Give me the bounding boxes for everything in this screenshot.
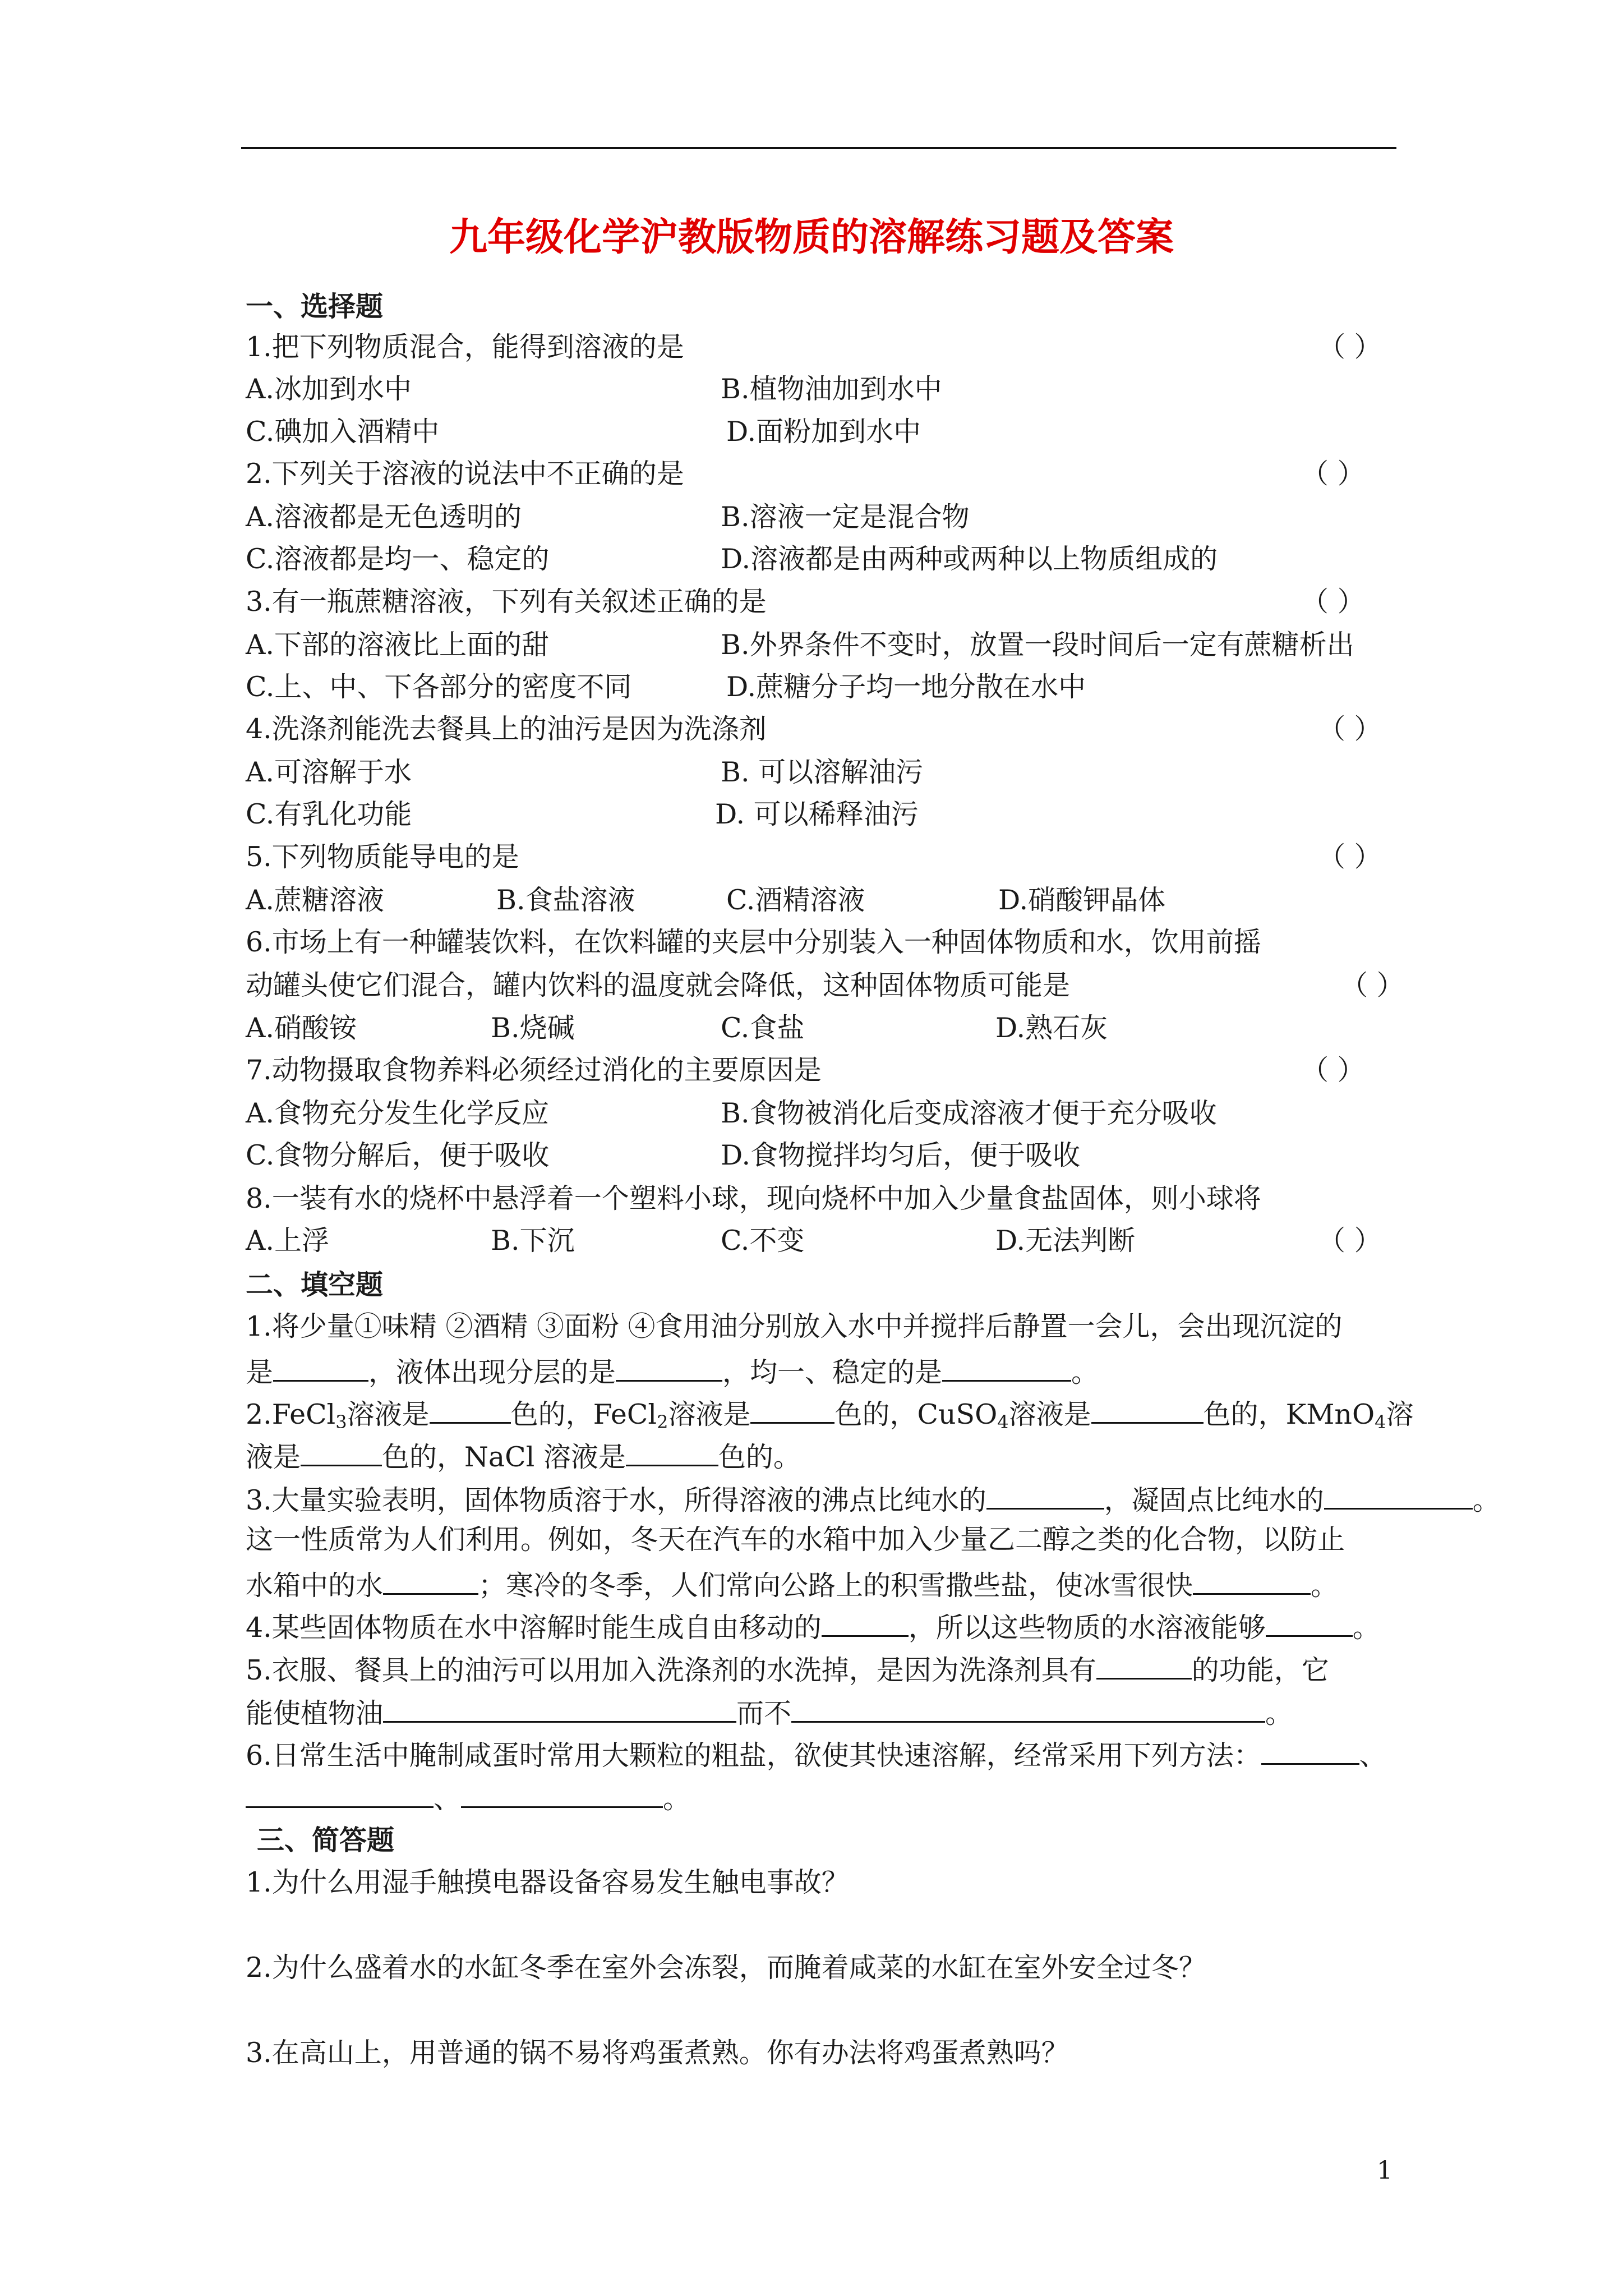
q6-stem-line1: 6.市场上有一种罐装饮料，在饮料罐的夹层中分别装入一种固体物质和水，饮用前摇 bbox=[246, 926, 1261, 958]
fill-blank bbox=[616, 1353, 722, 1382]
q2-option-a: A.溶液都是无色透明的 bbox=[246, 501, 522, 533]
q8-option-a: A.上浮 bbox=[246, 1225, 329, 1257]
q6-option-b: B.烧碱 bbox=[491, 1012, 575, 1044]
fill-blank bbox=[1266, 1608, 1353, 1637]
q2-option-d: D.溶液都是由两种或两种以上物质组成的 bbox=[721, 543, 1218, 575]
fill-blank bbox=[1091, 1395, 1204, 1424]
fill-blank bbox=[430, 1395, 511, 1424]
fill-blank bbox=[1096, 1651, 1192, 1680]
q3-option-d: D.蔗糖分子均一地分散在水中 bbox=[726, 671, 1086, 703]
q3-option-a: A.下部的溶液比上面的甜 bbox=[246, 629, 549, 661]
fill-blank bbox=[1193, 1566, 1311, 1595]
q1-option-c: C.碘加入酒精中 bbox=[246, 416, 440, 448]
fill-q6-line2: 、 。 bbox=[246, 1779, 690, 1816]
q1-answer-paren: （ ） bbox=[1318, 331, 1382, 363]
fill-q3-line2: 这一性质常为人们利用。例如，冬天在汽车的水箱中加入少量乙二醇之类的化合物，以防止 bbox=[246, 1524, 1345, 1556]
fill-blank bbox=[750, 1395, 834, 1424]
q4-answer-paren: （ ） bbox=[1318, 713, 1382, 745]
q5-option-d: D.硝酸钾晶体 bbox=[998, 884, 1166, 916]
fill-q3-line3: 水箱中的水 ；寒冷的冬季，人们常向公路上的积雪撒些盐，使冰雪很快 。 bbox=[246, 1566, 1338, 1603]
q2-stem: 2.下列关于溶液的说法中不正确的是 bbox=[246, 458, 684, 490]
section-heading-choice: 一、选择题 bbox=[246, 290, 384, 323]
q7-stem: 7.动物摄取食物养料必须经过消化的主要原因是 bbox=[246, 1054, 822, 1086]
q3-answer-paren: （ ） bbox=[1301, 586, 1365, 618]
short-q3: 3.在高山上，用普通的锅不易将鸡蛋煮熟。你有办法将鸡蛋煮熟吗？ bbox=[246, 2037, 1069, 2069]
q4-option-d: D. 可以稀释油污 bbox=[715, 798, 919, 830]
fill-blank bbox=[626, 1438, 718, 1466]
fill-blank bbox=[273, 1353, 368, 1382]
page-title: 九年级化学沪教版物质的溶解练习题及答案 bbox=[449, 215, 1174, 260]
fill-blank bbox=[1324, 1481, 1473, 1510]
section-heading-fill: 二、填空题 bbox=[246, 1268, 384, 1301]
q6-option-c: C.食盐 bbox=[721, 1012, 805, 1044]
q2-option-c: C.溶液都是均一、稳定的 bbox=[246, 543, 550, 575]
short-q2: 2.为什么盛着水的水缸冬季在室外会冻裂，而腌着咸菜的水缸在室外安全过冬？ bbox=[246, 1952, 1206, 1984]
q7-option-c: C.食物分解后，便于吸收 bbox=[246, 1139, 550, 1171]
q6-option-a: A.硝酸铵 bbox=[246, 1012, 357, 1044]
q8-option-c: C.不变 bbox=[721, 1225, 805, 1257]
q1-stem: 1.把下列物质混合，能得到溶液的是 bbox=[246, 331, 684, 363]
q3-stem: 3.有一瓶蔗糖溶液，下列有关叙述正确的是 bbox=[246, 586, 767, 618]
fill-q3-line1: 3.大量实验表明，固体物质溶于水，所得溶液的沸点比纯水的 ，凝固点比纯水的 。 bbox=[246, 1481, 1500, 1517]
q2-answer-paren: （ ） bbox=[1301, 458, 1365, 490]
fill-q4: 4.某些固体物质在水中溶解时能生成自由移动的 ，所以这些物质的水溶液能够 。 bbox=[246, 1608, 1380, 1645]
header-rule bbox=[241, 147, 1396, 149]
fill-blank bbox=[383, 1694, 736, 1723]
q8-option-d: D.无法判断 bbox=[995, 1225, 1136, 1257]
q6-option-d: D.熟石灰 bbox=[995, 1012, 1108, 1044]
q7-answer-paren: （ ） bbox=[1301, 1054, 1365, 1086]
q3-option-c: C.上、中、下各部分的密度不同 bbox=[246, 671, 632, 703]
q5-option-b: B.食盐溶液 bbox=[496, 884, 635, 916]
fill-blank bbox=[1261, 1736, 1359, 1765]
section-heading-short: 三、简答题 bbox=[257, 1824, 395, 1856]
page-number: 1 bbox=[1377, 2156, 1393, 2185]
q8-answer-paren: （ ） bbox=[1318, 1225, 1382, 1257]
q1-option-a: A.冰加到水中 bbox=[246, 373, 412, 405]
fill-q6-line1: 6.日常生活中腌制咸蛋时常用大颗粒的粗盐，欲使其快速溶解，经常采用下列方法： 、 bbox=[246, 1736, 1387, 1773]
q2-option-b: B.溶液一定是混合物 bbox=[721, 501, 970, 533]
fill-q5-line1: 5.衣服、餐具上的油污可以用加入洗涤剂的水洗掉，是因为洗涤剂具有 的功能，它 bbox=[246, 1651, 1329, 1687]
fill-q5-line2: 能使植物油 而不 。 bbox=[246, 1694, 1293, 1731]
q7-option-b: B.食物被消化后变成溶液才便于充分吸收 bbox=[721, 1097, 1217, 1129]
q3-option-b: B.外界条件不变时，放置一段时间后一定有蔗糖析出 bbox=[721, 629, 1354, 661]
fill-blank bbox=[822, 1608, 909, 1637]
fill-q2-line1: 2.FeCl$_3$溶液是 色的，FeCl$_2$溶液是 色的，CuSO$_4$溶液是 色的，KMnO$_4$溶 bbox=[246, 1395, 1414, 1432]
fill-blank bbox=[246, 1779, 434, 1808]
fill-blank bbox=[383, 1566, 478, 1595]
short-q1: 1.为什么用湿手触摸电器设备容易发生触电事故？ bbox=[246, 1866, 849, 1898]
q5-stem: 5.下列物质能导电的是 bbox=[246, 841, 519, 873]
q7-option-d: D.食物搅拌均匀后，便于吸收 bbox=[721, 1139, 1081, 1171]
q4-option-c: C.有乳化功能 bbox=[246, 798, 412, 830]
q5-answer-paren: （ ） bbox=[1318, 841, 1382, 873]
fill-blank bbox=[986, 1481, 1104, 1510]
fill-blank bbox=[301, 1438, 382, 1466]
fill-blank bbox=[791, 1694, 1265, 1723]
q7-option-a: A.食物充分发生化学反应 bbox=[246, 1097, 549, 1129]
q6-answer-paren: （ ） bbox=[1340, 969, 1404, 1001]
q6-stem-line2: 动罐头使它们混合，罐内饮料的温度就会降低，这种固体物质可能是 bbox=[246, 969, 1071, 1001]
q8-option-b: B.下沉 bbox=[491, 1225, 575, 1257]
q4-stem: 4.洗涤剂能洗去餐具上的油污是因为洗涤剂 bbox=[246, 713, 767, 745]
q4-option-b: B. 可以溶解油污 bbox=[721, 756, 924, 788]
fill-q2-line2: 液是 色的，NaCl 溶液是 色的。 bbox=[246, 1438, 801, 1474]
q4-option-a: A.可溶解于水 bbox=[246, 756, 412, 788]
q5-option-c: C.酒精溶液 bbox=[726, 884, 865, 916]
fill-q1-line1: 1.将少量①味精 ②酒精 ③面粉 ④食用油分别放入水中并搅拌后静置一会儿，会出现沉淀的 bbox=[246, 1310, 1343, 1342]
q1-option-b: B.植物油加到水中 bbox=[721, 373, 942, 405]
q8-stem: 8.一装有水的烧杯中悬浮着一个塑料小球，现向烧杯中加入少量食盐固体，则小球将 bbox=[246, 1182, 1261, 1214]
fill-blank bbox=[942, 1353, 1071, 1382]
fill-blank bbox=[461, 1779, 663, 1808]
q5-option-a: A.蔗糖溶液 bbox=[246, 884, 384, 916]
q1-option-d: D.面粉加到水中 bbox=[726, 416, 921, 448]
fill-q1-line2: 是 ，液体出现分层的是 ，均一、稳定的是 。 bbox=[246, 1353, 1099, 1389]
